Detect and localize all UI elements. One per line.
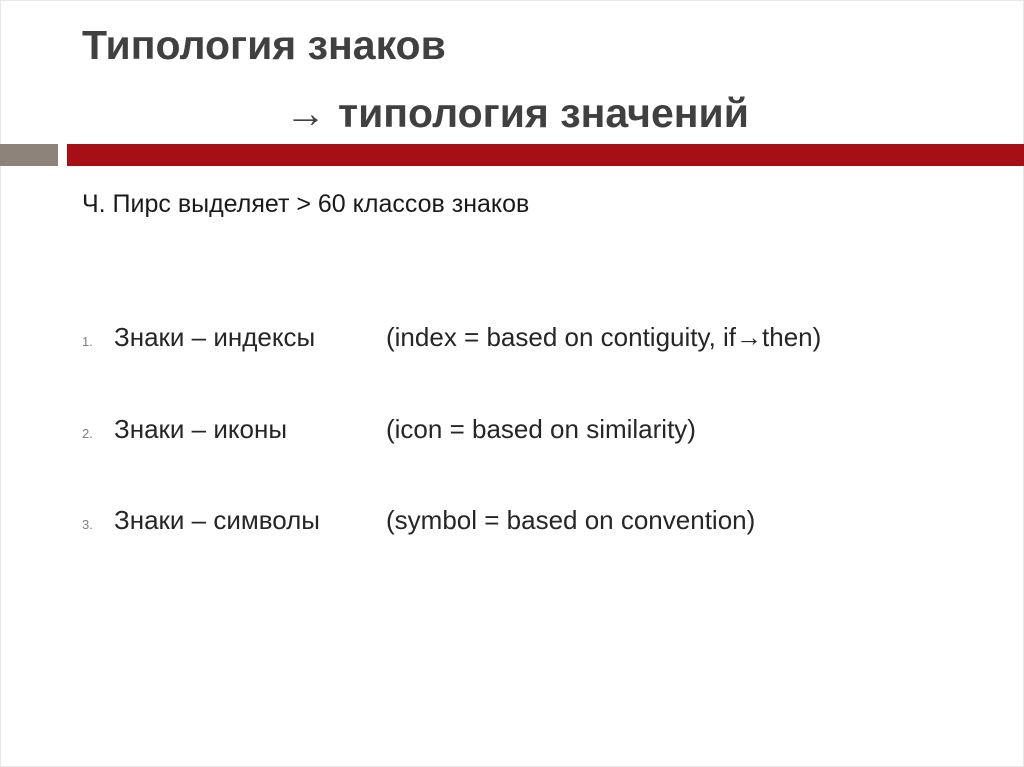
intro-text: Ч. Пирс выделяет > 60 классов знаков bbox=[82, 190, 530, 218]
right-arrow-icon: → bbox=[285, 90, 326, 136]
list-item-number: 2. bbox=[82, 426, 93, 441]
slide-title-continuation bbox=[285, 90, 749, 137]
title-divider-red bbox=[67, 144, 1024, 166]
list-item-number: 3. bbox=[82, 517, 93, 532]
slide-title: Типология знаков bbox=[82, 22, 446, 68]
list-item-number: 1. bbox=[82, 334, 93, 349]
list-item-gloss: (index = based on contiguity, if→then) bbox=[386, 322, 822, 352]
list-item-term: Знаки – иконы bbox=[114, 414, 288, 444]
list-item-term: Знаки – символы bbox=[114, 505, 320, 535]
slide-title-line2: типология значений bbox=[338, 90, 749, 136]
list-item-gloss: (icon = based on similarity) bbox=[386, 414, 696, 444]
list-item-gloss: (symbol = based on convention) bbox=[386, 505, 756, 535]
list-item-term: Знаки – индексы bbox=[114, 322, 316, 352]
title-divider-grey bbox=[0, 144, 58, 166]
